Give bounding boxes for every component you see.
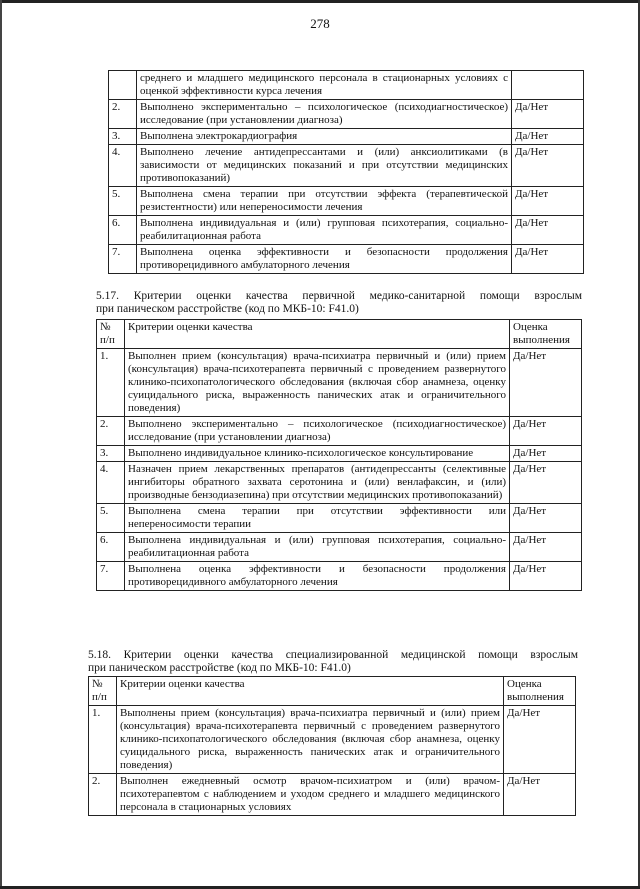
- row-criterion: Выполнена оценка эффективности и безопасности продолжения противорецидивного амбулаторного лечения: [137, 245, 512, 274]
- row-number: 1.: [97, 349, 125, 417]
- header-number: № п/п: [97, 320, 125, 349]
- table-row: [89, 774, 576, 816]
- table-row: [97, 417, 582, 446]
- section-518-title: [88, 649, 578, 675]
- section-517-title-line1: 5.17. Критерии оценки качества первичной медико-санитарной помощи взрослым: [96, 290, 582, 302]
- criteria-table-517: [96, 319, 582, 591]
- header-number: № п/п: [89, 677, 117, 706]
- row-criterion: Выполнена смена терапии при отсутствии эффективности или непереносимости терапии: [125, 504, 510, 533]
- table-row: [109, 71, 584, 100]
- row-number: 1.: [89, 706, 117, 774]
- table-row: [97, 562, 582, 591]
- table-row: [109, 100, 584, 129]
- row-evaluation: [512, 71, 584, 100]
- row-evaluation: Да/Нет: [510, 533, 582, 562]
- row-evaluation: Да/Нет: [510, 462, 582, 504]
- table-row: [97, 533, 582, 562]
- row-number: 3.: [97, 446, 125, 462]
- row-criterion: Выполнено экспериментально – психологическое (психодиагностическое) исследование (при установлении диагноза): [125, 417, 510, 446]
- row-number: 2.: [109, 100, 137, 129]
- row-number: 7.: [109, 245, 137, 274]
- row-criterion: Выполнено лечение антидепрессантами и (или) анксиолитиками (в зависимости от медицинских показаний и при отсутствии медицинских противопоказаний): [137, 145, 512, 187]
- row-criterion: Выполнена индивидуальная и (или) групповая психотерапия, социально-реабилитационная работа: [125, 533, 510, 562]
- row-evaluation: Да/Нет: [512, 100, 584, 129]
- table-header-row: [89, 677, 576, 706]
- scan-border-left: [0, 0, 2, 889]
- row-evaluation: Да/Нет: [504, 706, 576, 774]
- row-evaluation: Да/Нет: [512, 216, 584, 245]
- table-row: [97, 504, 582, 533]
- row-criterion: Выполнено экспериментально – психологическое (психодиагностическое) исследование (при установлении диагноза): [137, 100, 512, 129]
- row-evaluation: Да/Нет: [504, 774, 576, 816]
- criteria-table-continued: [108, 70, 584, 274]
- row-evaluation: Да/Нет: [510, 417, 582, 446]
- table-row: [89, 706, 576, 774]
- row-criterion: Выполнена индивидуальная и (или) групповая психотерапия, социально-реабилитационная работа: [137, 216, 512, 245]
- table-row: [97, 462, 582, 504]
- row-number: 4.: [97, 462, 125, 504]
- scan-border-top: [0, 0, 640, 3]
- row-evaluation: Да/Нет: [512, 129, 584, 145]
- row-number: 3.: [109, 129, 137, 145]
- table-row: [97, 446, 582, 462]
- row-number: 5.: [97, 504, 125, 533]
- table-row: [109, 129, 584, 145]
- row-criterion: Выполнена оценка эффективности и безопасности продолжения противорецидивного амбулаторного лечения: [125, 562, 510, 591]
- row-evaluation: Да/Нет: [512, 245, 584, 274]
- row-evaluation: Да/Нет: [510, 562, 582, 591]
- row-number: 2.: [97, 417, 125, 446]
- row-criterion: Выполнен ежедневный осмотр врачом-психиатром и (или) врачом-психотерапевтом с наблюдением и уходом среднего и младшего медицинского персонала в стационарных условиях: [117, 774, 504, 816]
- row-evaluation: Да/Нет: [510, 349, 582, 417]
- row-evaluation: Да/Нет: [512, 187, 584, 216]
- row-criterion: Выполнено индивидуальное клинико-психологическое консультирование: [125, 446, 510, 462]
- page-number: 278: [310, 16, 330, 31]
- row-number: 4.: [109, 145, 137, 187]
- criteria-table-518: [88, 676, 576, 816]
- row-evaluation: Да/Нет: [510, 504, 582, 533]
- header-criteria: Критерии оценки качества: [117, 677, 504, 706]
- row-criterion: Выполнена смена терапии при отсутствии эффекта (терапевтической резистентности) или непереносимости лечения: [137, 187, 512, 216]
- header-evaluation: Оценка выполнения: [504, 677, 576, 706]
- row-number: 6.: [97, 533, 125, 562]
- row-criterion: Выполнен прием (консультация) врача-психиатра первичный и (или) прием (консультация) врача-психотерапевта первичный с проведением развернутого клинико-психопатологического обследования (включая сбор анамнеза, оценку суицидального риска, выраженность панических атак и ограничительного поведения): [125, 349, 510, 417]
- row-number: 7.: [97, 562, 125, 591]
- row-number: 2.: [89, 774, 117, 816]
- row-criterion: среднего и младшего медицинского персонала в стационарных условиях с оценкой эффективности курса лечения: [137, 71, 512, 100]
- table-row: [97, 349, 582, 417]
- section-517-title: [96, 290, 582, 316]
- section-518-title-line1: 5.18. Критерии оценки качества специализированной медицинской помощи взрослым: [88, 649, 578, 661]
- header-evaluation: Оценка выполнения: [510, 320, 582, 349]
- section-518-title-line2: при паническом расстройстве (код по МКБ-10: F41.0): [88, 662, 351, 674]
- row-criterion: Назначен прием лекарственных препаратов (антидепрессанты (селективные ингибиторы обратного захвата серотонина и (или) венлафаксин, и (или) производные бензодиазепина) при отсутствии медицинских противопоказаний): [125, 462, 510, 504]
- table-row: [109, 216, 584, 245]
- row-evaluation: Да/Нет: [512, 145, 584, 187]
- row-number: 5.: [109, 187, 137, 216]
- row-number: 6.: [109, 216, 137, 245]
- table-header-row: [97, 320, 582, 349]
- row-criterion: Выполнена электрокардиография: [137, 129, 512, 145]
- header-criteria: Критерии оценки качества: [125, 320, 510, 349]
- section-517-title-line2: при паническом расстройстве (код по МКБ-10: F41.0): [96, 303, 359, 315]
- table-row: [109, 245, 584, 274]
- table-row: [109, 187, 584, 216]
- row-number: [109, 71, 137, 100]
- row-criterion: Выполнены прием (консультация) врача-психиатра первичный и (или) прием (консультация) врача-психотерапевта первичный с проведением развернутого клинико-психопатологического обследования (включая сбор анамнеза, оценку суицидального риска, выраженность панических атак и ограничительного поведения): [117, 706, 504, 774]
- row-evaluation: Да/Нет: [510, 446, 582, 462]
- table-row: [109, 145, 584, 187]
